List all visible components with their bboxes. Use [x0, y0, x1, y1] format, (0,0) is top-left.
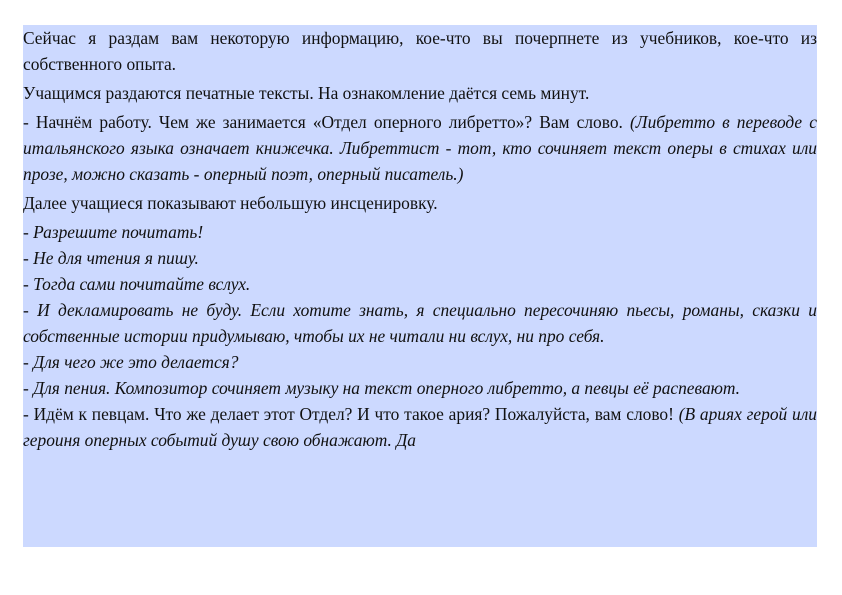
paragraph-libretto	[23, 109, 817, 187]
paragraph-handout: Учащимся раздаются печатные тексты. На ознакомление даётся семь минут.	[23, 83, 590, 103]
dialogue-line: - Для пения. Композитор сочиняет музыку на текст оперного либретто, а певцы её распевают.	[23, 378, 741, 398]
libretto-question: - Начнём работу. Чем же занимается «Отдел оперного либретто»? Вам слово.	[23, 112, 631, 132]
aria-definition: (В ариях герой или героиня оперных событий душу свою обнажают. Да	[23, 404, 817, 450]
text-box	[23, 25, 817, 547]
libretto-definition: (Либретто в переводе с итальянского языка означает книжечка. Либреттист - тот, кто сочиняет текст оперы в стихах или прозе, можно сказать - оперный поэт, оперный писатель.)	[23, 112, 817, 184]
paragraph-staging: Далее учащиеся показывают небольшую инсценировку.	[23, 193, 438, 213]
dialogue-line: - Для чего же это делается?	[23, 352, 239, 372]
dialogue-line: - Разрешите почитать!	[23, 222, 204, 242]
paragraph-intro: Сейчас я раздам вам некоторую информацию, кое-что вы почерпнете из учебников, кое-что из собственного опыта.	[23, 28, 817, 74]
dialogue-line: - Не для чтения я пишу.	[23, 248, 199, 268]
paragraph-aria	[23, 401, 817, 453]
dialogue-line: - И декламировать не буду. Если хотите знать, я специально пересочиняю пьесы, романы, сказки и собственные истории придумываю, чтобы их не читали ни вслух, ни про себя.	[23, 300, 817, 346]
dialogue-line: - Тогда сами почитайте вслух.	[23, 274, 251, 294]
aria-question: - Идём к певцам. Что же делает этот Отдел? И что такое ария? Пожалуйста, вам слово!	[23, 404, 679, 424]
